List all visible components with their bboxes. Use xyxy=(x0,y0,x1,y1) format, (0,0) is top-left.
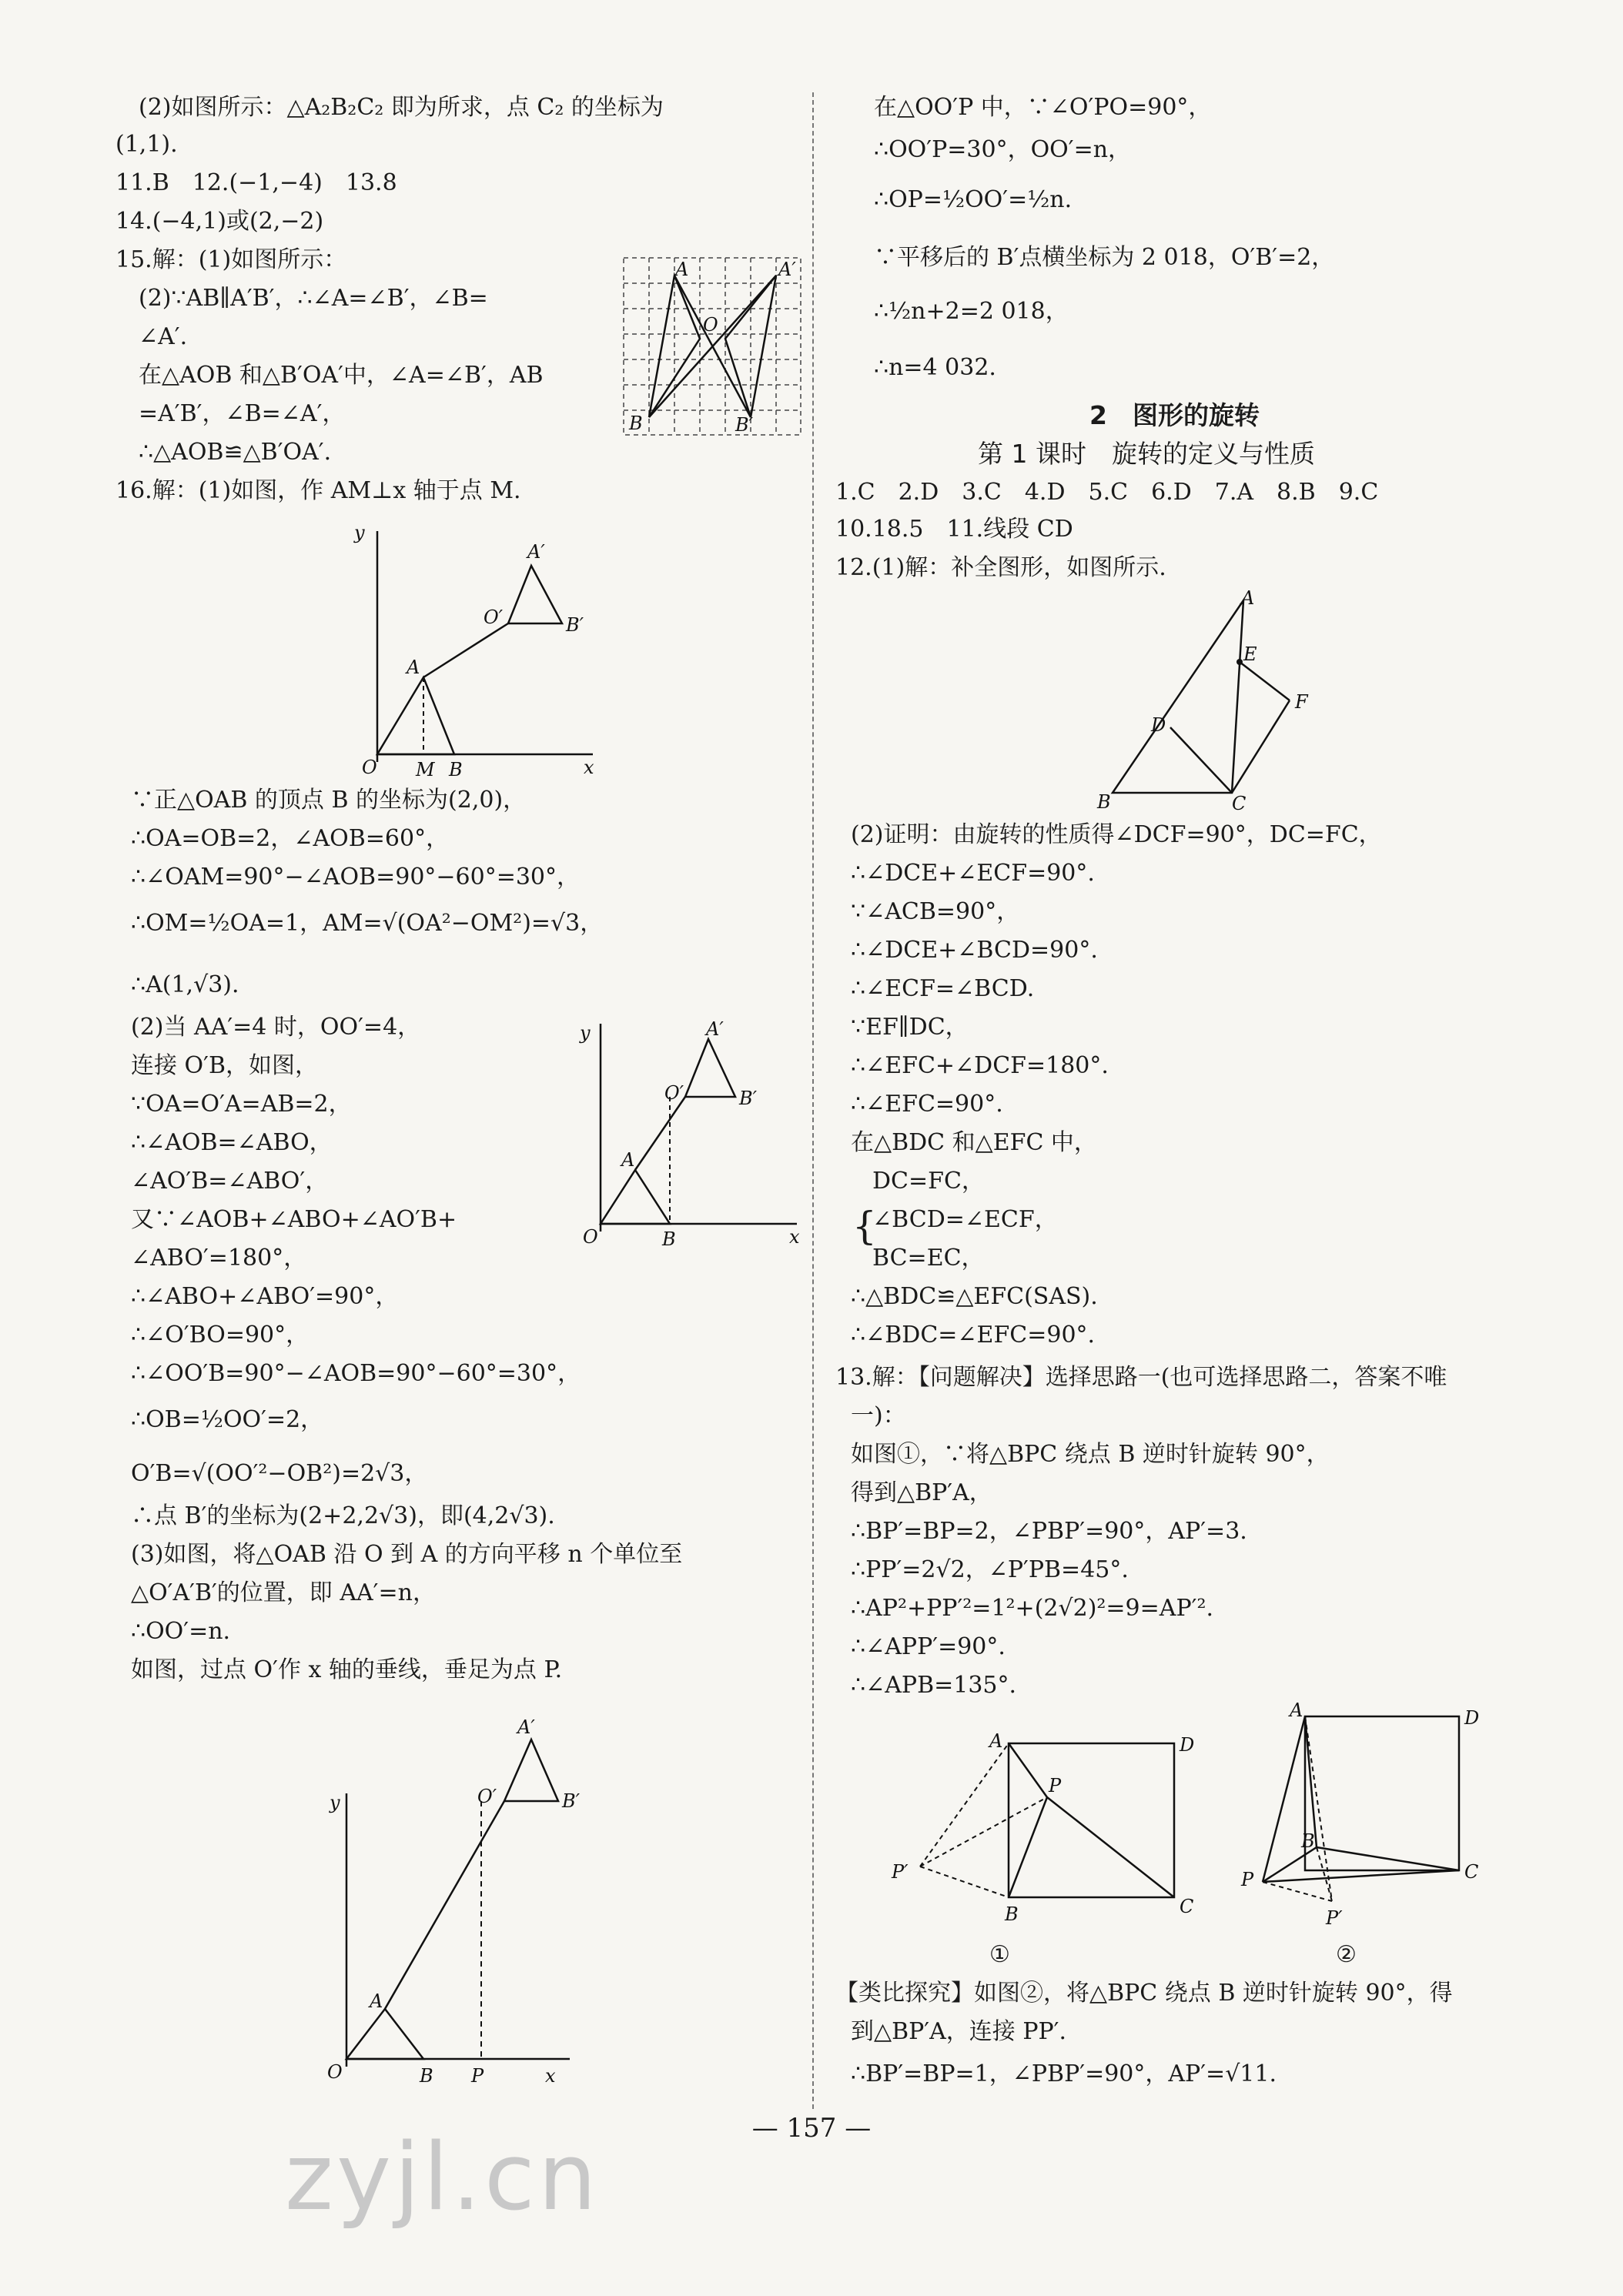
point-label: O′ xyxy=(477,1786,497,1807)
section-title: 2 图形的旋转 xyxy=(1089,400,1260,430)
text-line: ∵平移后的 B′点横坐标为 2 018，O′B′=2， xyxy=(874,244,1335,271)
column-divider xyxy=(812,92,814,2109)
point-label: P xyxy=(471,2065,484,2086)
text-line: ∴∠APP′=90°. xyxy=(851,1633,1006,1660)
point-label: B xyxy=(449,759,463,780)
text-line: 12.(1)解：补全图形，如图所示. xyxy=(835,554,1166,581)
text-line: 13.解：【问题解决】选择思路一(也可选择思路二，答案不唯 xyxy=(835,1364,1447,1391)
text-line: ∴∠DCE+∠BCD=90°. xyxy=(851,937,1098,964)
text-line: (3)如图，将△OAB 沿 O 到 A 的方向平移 n 个单位至 xyxy=(131,1541,683,1568)
point-label: B xyxy=(1005,1903,1019,1925)
axes-figure-3 xyxy=(308,1716,585,2086)
text-line: ∴½n+2=2 018， xyxy=(874,298,1069,325)
text-line: ∴AP²+PP′²=1²+(2√2)²=9=AP′². xyxy=(851,1595,1214,1622)
point-label: O′ xyxy=(664,1082,684,1104)
text-line: (2)当 AA′=4 时，OO′=4， xyxy=(131,1014,421,1041)
text-line: =A′B′，∠B=∠A′， xyxy=(139,400,346,427)
text-line: ∵OA=O′A=AB=2， xyxy=(131,1091,352,1118)
text-line: ∴∠OO′B=90°−∠AOB=90°−60°=30°， xyxy=(131,1360,581,1387)
text-line: ∠AO′B=∠ABO′， xyxy=(131,1168,329,1195)
point-label: E xyxy=(1243,643,1257,665)
text-line: ∵正△OAB 的顶点 B 的坐标为(2,0)， xyxy=(131,787,527,814)
text-line: ∴OO′=n. xyxy=(131,1618,231,1645)
point-label: A′ xyxy=(527,541,545,563)
text-line: (1,1). xyxy=(115,131,178,158)
point-label: C xyxy=(1464,1861,1479,1883)
point-label: B xyxy=(662,1228,676,1250)
axis-label: x xyxy=(545,2065,556,2086)
point-label: A′ xyxy=(517,1716,535,1738)
point-label: P′ xyxy=(1326,1907,1343,1929)
text-line: ∴∠AOB=∠ABO， xyxy=(131,1129,333,1156)
text-line: ∴OO′P=30°，OO′=n， xyxy=(874,136,1132,163)
point-label: A′ xyxy=(706,1018,724,1040)
text-line: (2)∵AB∥A′B′，∴∠A=∠B′，∠B= xyxy=(139,285,488,312)
point-label: A xyxy=(989,1730,1003,1752)
text-line: ∴OM=½OA=1，AM=√(OA²−OM²)=√3， xyxy=(131,910,604,937)
text-line: ∴n=4 032. xyxy=(874,354,996,381)
text-line: ∴OB=½OO′=2， xyxy=(131,1406,324,1433)
text-line: DC=FC， xyxy=(872,1168,985,1195)
text-line: ∴PP′=2√2，∠P′PB=45°. xyxy=(851,1556,1129,1583)
text-line: 16.解：(1)如图，作 AM⊥x 轴于点 M. xyxy=(115,477,521,504)
point-label: C xyxy=(1232,793,1247,814)
point-label: O xyxy=(583,1226,598,1248)
point-label: B xyxy=(420,2065,433,2086)
text-line: ∴△BDC≌△EFC(SAS). xyxy=(851,1283,1098,1310)
axis-label: x xyxy=(584,757,594,778)
text-line: ∴∠APB=135°. xyxy=(851,1672,1017,1699)
text-line: 在△BDC 和△EFC 中， xyxy=(851,1129,1097,1156)
grid-label: B′ xyxy=(735,414,754,436)
point-label: D xyxy=(1180,1734,1195,1756)
text-line: 10.18.5 11.线段 CD xyxy=(835,516,1073,543)
text-line: ∴∠DCE+∠ECF=90°. xyxy=(851,860,1095,887)
text-line: 如图，过点 O′作 x 轴的垂线，垂足为点 P. xyxy=(131,1656,563,1683)
text-line: 1.C 2.D 3.C 4.D 5.C 6.D 7.A 8.B 9.C xyxy=(835,479,1379,506)
text-line: 14.(−4,1)或(2,−2) xyxy=(115,208,324,235)
axis-label: y xyxy=(580,1022,591,1044)
text-line: ∴∠ABO+∠ABO′=90°， xyxy=(131,1283,399,1310)
point-label: M xyxy=(416,759,435,780)
page-number: — 157 — xyxy=(751,2113,872,2144)
point-label: B xyxy=(1301,1830,1315,1852)
figure-caption: ② xyxy=(1336,1941,1357,1968)
text-line: ∴∠O′BO=90°， xyxy=(131,1322,310,1349)
axis-label: y xyxy=(330,1792,340,1813)
point-label: A xyxy=(621,1149,635,1171)
brace: { xyxy=(852,1204,877,1248)
rotation-figure-12 xyxy=(1093,585,1324,816)
point-label: A xyxy=(1290,1699,1303,1721)
text-line: 【类比探究】如图②，将△BPC 绕点 B 逆时针旋转 90°，得 xyxy=(835,1980,1453,2007)
text-line: ∴BP′=BP=1，∠PBP′=90°，AP′=√11. xyxy=(851,2060,1277,2087)
point-label: O′ xyxy=(484,607,504,628)
grid-figure xyxy=(620,254,805,439)
text-line: △O′A′B′的位置，即 AA′=n， xyxy=(131,1579,436,1606)
point-label: B′ xyxy=(566,614,584,636)
watermark: zyjl.cn xyxy=(285,2124,600,2231)
text-line: ∴∠OAM=90°−∠AOB=90°−60°=30°， xyxy=(131,864,581,891)
text-line: (2)如图所示：△A₂B₂C₂ 即为所求，点 C₂ 的坐标为 xyxy=(139,94,664,121)
point-label: O xyxy=(327,2061,343,2083)
point-label: P xyxy=(1241,1869,1254,1890)
text-line: ∠BCD=∠ECF， xyxy=(872,1206,1058,1233)
text-line: ∴∠EFC=90°. xyxy=(851,1091,1003,1118)
point-label: A xyxy=(407,657,420,678)
text-line: ∠ABO′=180°， xyxy=(131,1245,307,1272)
point-label: B′ xyxy=(739,1088,758,1109)
text-line: ∵∠ACB=90°， xyxy=(851,898,1020,925)
lesson-title: 第 1 课时 旋转的定义与性质 xyxy=(978,439,1315,469)
text-line: 连接 O′B，如图， xyxy=(131,1052,318,1079)
text-line: ∴OP=½OO′=½n. xyxy=(874,186,1073,213)
point-label: A xyxy=(370,1990,383,2012)
text-line: 又∵∠AOB+∠ABO+∠AO′B+ xyxy=(131,1206,457,1233)
text-line: ∴∠BDC=∠EFC=90°. xyxy=(851,1322,1096,1349)
text-line: 15.解：(1)如图所示： xyxy=(115,246,347,273)
point-label: D xyxy=(1151,714,1166,736)
point-label: B′ xyxy=(562,1790,581,1812)
point-label: A xyxy=(1241,587,1255,609)
text-line: (2)证明：由旋转的性质得∠DCF=90°，DC=FC， xyxy=(851,821,1382,848)
point-label: P′ xyxy=(892,1861,909,1883)
grid-label: A′ xyxy=(778,259,796,280)
text-line: BC=EC， xyxy=(872,1245,985,1272)
square-figure-1 xyxy=(878,1724,1201,1940)
grid-label: A xyxy=(675,259,689,280)
text-line: 在△AOB 和△B′OA′中，∠A=∠B′，AB xyxy=(139,362,544,389)
text-line: ∴点 B′的坐标为(2+2,2√3)，即(4,2√3). xyxy=(131,1502,555,1529)
axis-label: y xyxy=(354,522,365,543)
grid-label: B xyxy=(629,413,643,434)
text-line: ∴∠ECF=∠BCD. xyxy=(851,975,1035,1002)
text-line: ∴△AOB≌△B′OA′. xyxy=(139,439,332,466)
axes-figure-1 xyxy=(339,516,601,785)
point-label: F xyxy=(1295,691,1308,713)
text-line: ∴A(1,√3). xyxy=(131,971,239,998)
text-line: 一)： xyxy=(851,1402,906,1429)
text-line: 11.B 12.(−1,−4) 13.8 xyxy=(115,169,397,196)
point-label: B xyxy=(1097,791,1111,813)
text-line: ∴BP′=BP=2，∠PBP′=90°，AP′=3. xyxy=(851,1518,1247,1545)
text-line: ∴∠EFC+∠DCF=180°. xyxy=(851,1052,1109,1079)
text-line: 如图①，∵将△BPC 绕点 B 逆时针旋转 90°， xyxy=(851,1441,1330,1468)
text-line: O′B=√(OO′²−OB²)=2√3， xyxy=(131,1460,428,1487)
figure-caption: ① xyxy=(989,1941,1010,1968)
text-line: ∴OA=OB=2，∠AOB=60°， xyxy=(131,825,450,852)
grid-label: O xyxy=(703,314,718,336)
point-label: O xyxy=(362,757,377,778)
square-figure-2 xyxy=(1224,1693,1486,1940)
text-line: ∠A′. xyxy=(139,323,188,350)
point-label: P xyxy=(1049,1775,1062,1796)
text-line: 得到△BP′A， xyxy=(851,1479,992,1506)
text-line: 到△BP′A，连接 PP′. xyxy=(851,2018,1067,2045)
point-label: D xyxy=(1464,1707,1480,1729)
text-line: 在△OO′P 中，∵∠O′PO=90°， xyxy=(874,94,1212,121)
axes-figure-2 xyxy=(574,1008,805,1255)
point-label: C xyxy=(1180,1896,1194,1917)
axis-label: x xyxy=(789,1226,800,1248)
text-line: ∵EF∥DC， xyxy=(851,1014,969,1041)
